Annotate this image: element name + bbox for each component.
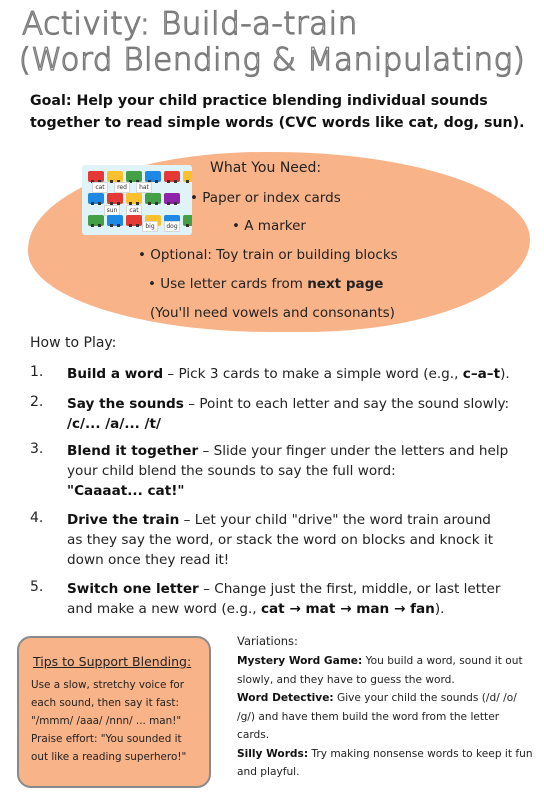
variation-silly-text: Try making nonsense words to keep it fun [308, 747, 533, 760]
variation-detective-text-2: /g/) and have them build the word from the letter [237, 710, 500, 723]
variation-detective-text: Give your child the sounds (/d/ /o/ [333, 692, 517, 704]
tips-line: out like a reading superhero!" [31, 751, 187, 763]
tips-box [17, 636, 211, 788]
tips-line: Use a slow, stretchy voice for [31, 679, 184, 691]
train-card: hat [136, 182, 152, 193]
need-item-optional-label: Optional: Toy train or building blocks [150, 247, 398, 263]
step-3-number: 3. [30, 441, 44, 457]
need-item-optional: • Optional: Toy train or building blocks [138, 247, 398, 263]
step-3-text-1: – Slide your finger under the letters and help [202, 443, 509, 459]
step-5-close: ). [434, 601, 445, 617]
step-5-text-1: – Change just the first, middle, or last letter [203, 581, 501, 597]
need-item-marker-label: A marker [244, 218, 306, 234]
step-1-example: c–a–t [462, 366, 501, 382]
step-4 [67, 510, 517, 570]
step-2-title: Say the sounds [67, 396, 184, 412]
train-card: dog [164, 221, 180, 232]
variation-detective [237, 689, 533, 708]
train-card: red [114, 182, 130, 193]
step-4-text-1: – Let your child "drive" the word train around [183, 512, 491, 528]
step-5-example: cat → mat → man → fan [260, 601, 435, 617]
step-4-text-2: as they say the word, or stack the word on blocks and knock it [67, 532, 494, 548]
step-5-text-2: and make a new word (e.g., [67, 601, 261, 617]
title-line-2: (Word Blending & Manipulating) [18, 42, 526, 78]
need-item-marker: • A marker [232, 218, 306, 234]
need-note: (You'll need vowels and consonants) [150, 305, 395, 321]
goal-line-2: together to read simple words (CVC words like cat, dog, sun). [30, 115, 525, 131]
step-2-number: 2. [30, 394, 44, 410]
step-2-text: – Point to each letter and say the sound slowly: [188, 396, 510, 412]
variations-body [237, 652, 533, 782]
train-card: cat [126, 205, 142, 216]
how-to-play-heading: How to Play: [30, 335, 117, 351]
step-2 [67, 394, 517, 434]
variation-silly-text-2: and playful. [237, 766, 300, 778]
train-card: cat [92, 182, 108, 193]
variation-silly [237, 745, 533, 764]
variations-title: Variations: [237, 634, 298, 648]
step-3-text-2: your child blend the sounds to say the full word: [67, 463, 396, 479]
need-item-letter-cards: • Use letter cards from next page [148, 276, 384, 292]
goal-text [30, 90, 530, 134]
step-5-number: 5. [30, 579, 44, 595]
variation-detective-title: Word Detective: [237, 692, 334, 704]
step-5-title: Switch one letter [67, 581, 199, 597]
next-page-ref: next page [307, 276, 384, 292]
step-4-text-3: down once they read it! [67, 552, 230, 568]
variation-mystery [237, 652, 533, 671]
step-4-number: 4. [30, 510, 44, 526]
variation-mystery-text: You build a word, sound it out [362, 655, 523, 667]
step-1-text: – Pick 3 cards to make a simple word (e.g., [167, 366, 463, 382]
step-4-title: Drive the train [67, 512, 180, 528]
step-3 [67, 441, 517, 501]
step-1-title: Build a word [67, 366, 164, 382]
what-you-need-title: What You Need: [210, 160, 322, 176]
step-3-title: Blend it together [67, 443, 199, 459]
step-5 [67, 579, 517, 619]
letter-cards-prefix: Use letter cards from [160, 276, 308, 292]
tips-line: Praise effort: "You sounded it [31, 733, 182, 745]
step-3-quote: "Caaaat... cat!" [67, 483, 185, 499]
need-item-paper-label: Paper or index cards [202, 190, 341, 206]
variation-silly-title: Silly Words: [237, 747, 309, 760]
need-item-paper: • Paper or index cards [190, 190, 341, 206]
variation-mystery-text-2: slowly, and they have to guess the word. [237, 673, 455, 686]
variation-detective-text-3: cards. [237, 729, 270, 741]
step-1 [67, 364, 517, 384]
train-card: sun [104, 205, 120, 216]
step-2-sounds: /c/... /a/... /t/ [67, 416, 161, 432]
tips-body [31, 676, 203, 766]
train-card: big [142, 221, 158, 232]
title-line-1: Activity: Build-a-train [22, 6, 358, 42]
step-1-number: 1. [30, 364, 44, 380]
train-photo [82, 165, 192, 235]
tips-line: "/mmm/ /aaa/ /nnn/ ... man!" [31, 715, 182, 727]
goal-line-1: Goal: Help your child practice blending individual sounds [30, 93, 488, 109]
tips-title: Tips to Support Blending: [33, 654, 192, 669]
step-1-close: ). [500, 366, 510, 382]
tips-line: each sound, then say it fast: [31, 697, 179, 709]
variation-mystery-title: Mystery Word Game: [237, 655, 363, 667]
